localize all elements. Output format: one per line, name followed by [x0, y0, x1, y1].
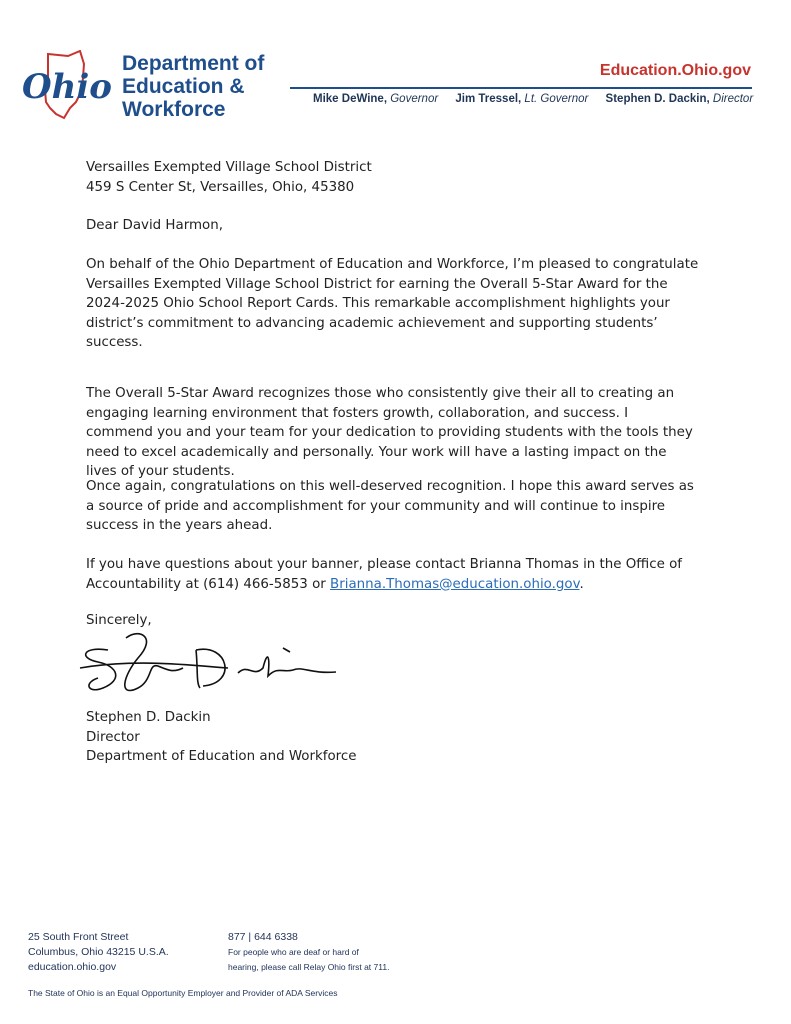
- department-line: Workforce: [122, 98, 226, 121]
- text-line: Versailles Exempted Village School District for earning the Overall 5-Star Award for the: [86, 276, 668, 292]
- signature-block: [86, 708, 356, 767]
- text-line: .: [579, 576, 584, 592]
- salutation: Dear David Harmon,: [86, 218, 223, 233]
- text-line: If you have questions about your banner, please contact Brianna Thomas in the Office of: [86, 557, 683, 572]
- svg-text:Ohio: Ohio: [22, 67, 112, 107]
- text-line: Once again, congratulations on this well-deserved recognition. I hope this award serves as: [86, 479, 694, 494]
- text-line: lives of your students.: [86, 464, 235, 479]
- text-line: district’s commitment to advancing academic achievement and supporting students’: [86, 315, 658, 331]
- official-name: Jim Tressel: [455, 93, 519, 105]
- department-line: Department of: [122, 52, 265, 75]
- text-line: a source of pride and accomplishment for your community and will continue to inspire: [86, 498, 666, 514]
- department-line: Education &: [122, 75, 245, 98]
- footer-eeo: The State of Ohio is an Equal Opportunity Employer and Provider of ADA Services: [28, 988, 338, 998]
- paragraph-3: [86, 477, 694, 536]
- text-line: Accountability at (614) 466-5853 or: [86, 576, 331, 592]
- text-line: The Overall 5-Star Award recognizes those who consistently give their all to creating an: [86, 386, 675, 401]
- text-line: On behalf of the Ohio Department of Education and Workforce, I’m pleased to congratulate: [86, 257, 699, 272]
- footer-phone: 877 | 644 6338: [228, 931, 298, 943]
- footer-address: [28, 930, 169, 975]
- official-name: Mike DeWine: [313, 93, 384, 105]
- department-name: [122, 52, 264, 121]
- text-line: commend you and your team for your dedication to providing students with the tools they: [86, 425, 693, 440]
- closing: Sincerely,: [86, 613, 152, 628]
- text-line: need to excel academically and personally. Your work will have a lasting impact on the: [86, 444, 667, 460]
- footer-relay: hearing, please call Relay Ohio first at 711.: [228, 962, 390, 972]
- footer-contact: [228, 930, 389, 975]
- email-link[interactable]: Brianna.Thomas@education.ohio.gov: [330, 576, 580, 592]
- footer-relay: For people who are deaf or hard of: [228, 947, 359, 957]
- signer-title: Director: [86, 729, 140, 745]
- footer-line: 25 South Front Street: [28, 931, 129, 943]
- footer-website[interactable]: education.ohio.gov: [28, 961, 117, 973]
- handwritten-signature: [78, 628, 338, 707]
- ohio-logo: [18, 50, 118, 122]
- signer-name: Stephen D. Dackin: [86, 710, 211, 725]
- signer-org: Department of Education and Workforce: [86, 749, 357, 764]
- paragraph-2: [86, 384, 693, 482]
- website-link[interactable]: Education.Ohio.gov: [599, 62, 751, 79]
- official-title: Director: [712, 93, 754, 105]
- header-divider: [290, 87, 752, 89]
- official-title: Lt. Governor: [524, 93, 589, 105]
- text-line: 2024-2025 Ohio School Report Cards. This remarkable accomplishment highlights your: [86, 296, 670, 311]
- official-title: Governor: [390, 93, 439, 105]
- official-name: Stephen D. Dackin: [605, 93, 707, 105]
- paragraph-1: [86, 255, 698, 353]
- recipient-address: [86, 158, 372, 197]
- recipient-line: Versailles Exempted Village School District: [86, 160, 372, 175]
- contact-paragraph: [86, 555, 682, 594]
- recipient-line: 459 S Center St, Versailles, Ohio, 45380: [86, 179, 355, 195]
- text-line: success in the years ahead.: [86, 518, 273, 533]
- text-line: success.: [86, 335, 143, 350]
- officials-line: Mike DeWine, Governor Jim Tressel, Lt. Governor Stephen D. Dackin, Director: [313, 93, 754, 105]
- text-line: engaging learning environment that fosters growth, collaboration, and success. I: [86, 405, 629, 421]
- footer-line: Columbus, Ohio 43215 U.S.A.: [28, 946, 169, 958]
